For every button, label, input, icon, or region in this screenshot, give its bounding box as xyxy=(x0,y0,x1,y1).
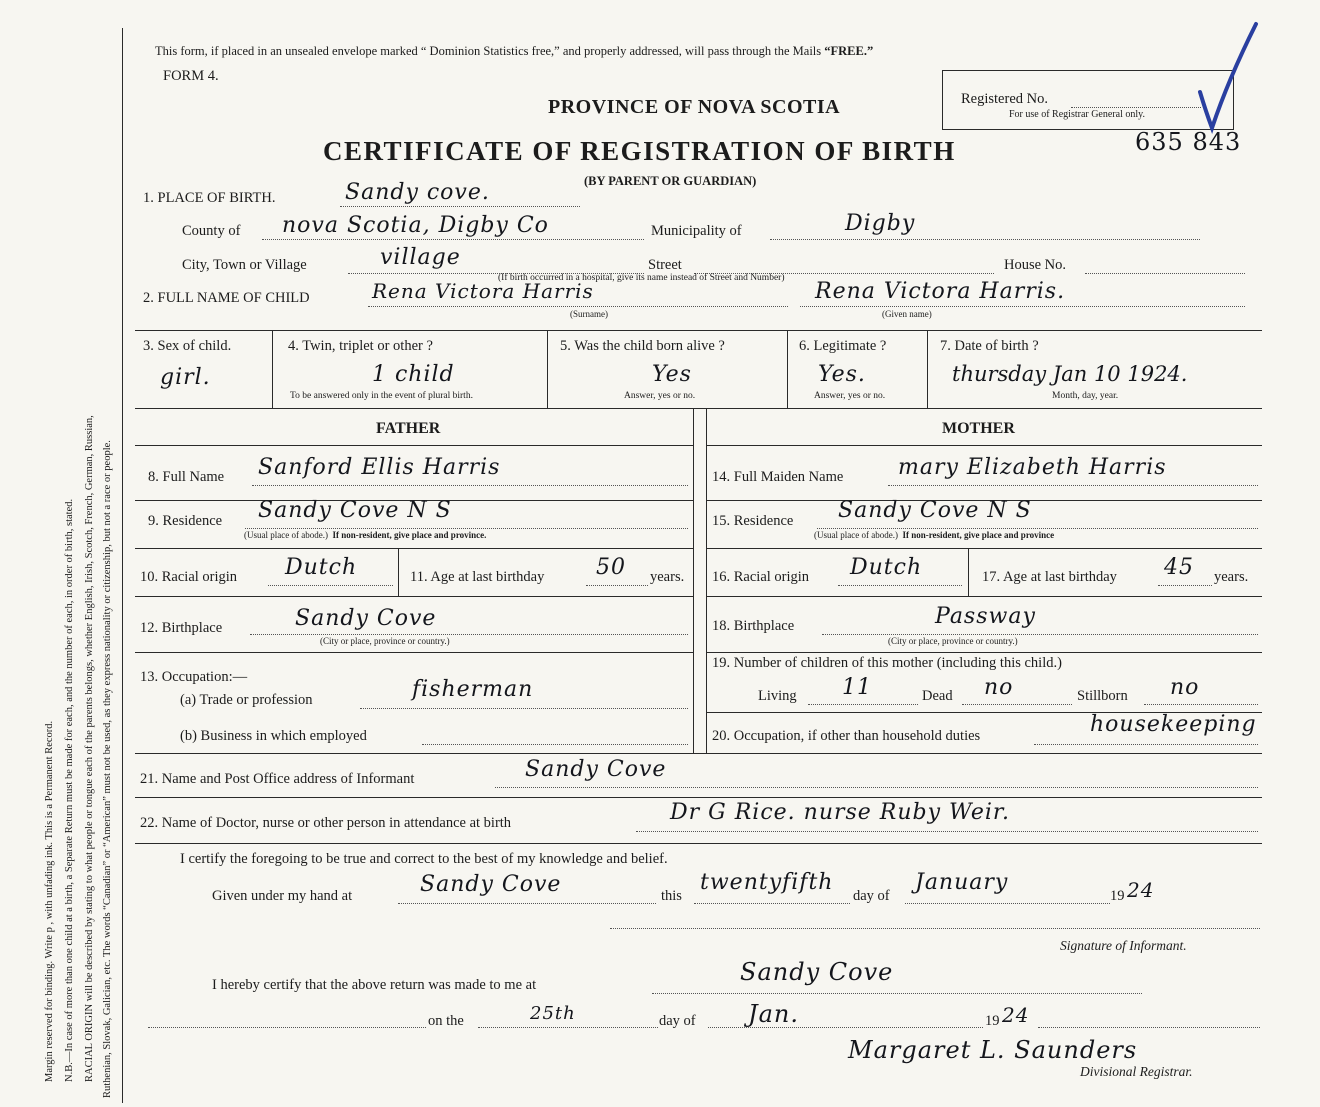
divisional-registrar-label: Divisional Registrar. xyxy=(1080,1064,1193,1079)
day-of-label: day of xyxy=(853,888,890,904)
stillborn-label: Stillborn xyxy=(1077,688,1128,704)
born-alive-note: Answer, yes or no. xyxy=(624,391,696,401)
registered-number: 635 843 xyxy=(1135,128,1242,156)
occupation-label: 13. Occupation:— xyxy=(140,669,248,685)
signature-informant-label: Signature of Informant. xyxy=(1060,938,1187,953)
return-year-value: 24 xyxy=(1002,1003,1030,1027)
checkmark-icon xyxy=(1192,20,1262,135)
mother-maiden-label: 14. Full Maiden Name xyxy=(712,469,844,485)
form-number: FORM 4. xyxy=(163,68,219,84)
father-residence-label: 9. Residence xyxy=(148,513,223,529)
father-age-value: 50 xyxy=(596,555,626,580)
given-name-value: Rena Victora Harris. xyxy=(815,279,1066,304)
father-racial-value: Dutch xyxy=(285,555,358,580)
given-hand-label: Given under my hand at xyxy=(212,888,353,904)
mother-racial-value: Dutch xyxy=(850,555,923,580)
father-residence-value: Sandy Cove N S xyxy=(258,498,452,523)
stillborn-value: no xyxy=(1170,675,1200,700)
living-value: 11 xyxy=(842,675,872,700)
registrar-use-note: For use of Registrar General only. xyxy=(1009,109,1145,120)
father-years-label: years. xyxy=(650,569,685,585)
certificate-title: CERTIFICATE OF REGISTRATION OF BIRTH xyxy=(323,136,956,166)
surname-caption: (Surname) xyxy=(570,309,608,319)
day-of-label-2: day of xyxy=(659,1013,696,1029)
margin-text-4: Ruthenian, Slovak, Galician, etc. The words “Canadian” or “American” must not be used, as they express nationality or citizenship, but not a race or people. xyxy=(102,440,113,1098)
legitimate-note: Answer, yes or no. xyxy=(814,391,886,401)
given-day-value: twentyfifth xyxy=(700,870,834,895)
margin-text-1: Margin reserved for binding. Write p , with unfading ink. This is a Permanent Record. xyxy=(44,720,55,1082)
mother-age-label: 17. Age at last birthday xyxy=(982,569,1117,585)
on-the-label: on the xyxy=(428,1013,464,1029)
margin-rule xyxy=(122,28,123,1103)
date-of-birth-label: 7. Date of birth ? xyxy=(940,338,1039,354)
trade-label: (a) Trade or profession xyxy=(180,692,313,708)
county-label: County of xyxy=(182,223,241,239)
city-value: village xyxy=(380,245,461,270)
mother-maiden-value: mary Elizabeth Harris xyxy=(898,455,1167,480)
date-of-birth-value: thursday Jan 10 1924. xyxy=(952,362,1188,386)
mother-usual-place-note: (Usual place of abode.) If non-resident, give place and province xyxy=(814,530,1055,540)
mother-occupation-value: housekeeping xyxy=(1090,712,1257,737)
born-alive-label: 5. Was the child born alive ? xyxy=(560,338,725,354)
mother-city-note: (City or place, province or country.) xyxy=(888,636,1018,646)
surname-value: Rena Victora Harris xyxy=(372,279,594,303)
doctor-value: Dr G Rice. nurse Ruby Weir. xyxy=(670,800,1011,825)
father-usual-place-note: (Usual place of abode.) If non-resident, give place and province. xyxy=(244,530,487,540)
street-label: Street xyxy=(648,257,682,273)
margin-text-3: RACIAL ORIGIN will be described by stating to what people or tongue each of the parents belongs, whether English, Irish, Scotch, French, German, Russian, xyxy=(84,415,95,1082)
registered-label: Registered No. xyxy=(961,91,1048,107)
this-label: this xyxy=(661,888,682,904)
given-month-value: January xyxy=(915,870,1009,895)
mother-age-value: 45 xyxy=(1164,555,1194,580)
certify-text: I certify the foregoing to be true and correct to the best of my knowledge and belief. xyxy=(180,851,668,867)
return-month-value: Jan. xyxy=(748,1000,800,1028)
full-name-label: 2. FULL NAME OF CHILD xyxy=(143,290,310,306)
legitimate-value: Yes. xyxy=(818,362,866,387)
hereby-label: I hereby certify that the above return was made to me at xyxy=(212,977,537,993)
city-label: City, Town or Village xyxy=(182,257,307,273)
given-name-caption: (Given name) xyxy=(882,309,932,319)
twin-label: 4. Twin, triplet or other ? xyxy=(288,338,433,354)
business-label: (b) Business in which employed xyxy=(180,728,367,744)
house-no-label: House No. xyxy=(1004,257,1067,273)
dead-value: no xyxy=(984,675,1014,700)
sex-value: girl. xyxy=(160,365,211,390)
given-at-value: Sandy Cove xyxy=(420,872,562,897)
certificate-subtitle: (BY PARENT OR GUARDIAN) xyxy=(584,174,757,188)
mother-birthplace-value: Passway xyxy=(935,604,1036,629)
dead-label: Dead xyxy=(922,688,953,704)
twin-value: 1 child xyxy=(372,362,455,387)
mother-occupation-label: 20. Occupation, if other than household duties xyxy=(712,728,981,744)
return-day-value: 25th xyxy=(530,1003,576,1024)
mother-racial-label: 16. Racial origin xyxy=(712,569,810,585)
doctor-label: 22. Name of Doctor, nurse or other person in attendance at birth xyxy=(140,815,512,831)
father-full-name-value: Sanford Ellis Harris xyxy=(258,455,501,480)
given-year-value: 24 xyxy=(1127,878,1155,902)
registrar-signature: Margaret L. Saunders xyxy=(848,1036,1138,1064)
margin-text-2: N.B.—In case of more than one child at a birth, a Separate Return must be made for each, and the number of each, in order of birth, stated. xyxy=(64,498,75,1082)
province-title: PROVINCE OF NOVA SCOTIA xyxy=(548,96,841,118)
place-of-birth-value: Sandy cove. xyxy=(345,180,490,205)
hospital-note: (If birth occurred in a hospital, give its name instead of Street and Number) xyxy=(498,273,785,283)
date-of-birth-note: Month, day, year. xyxy=(1052,391,1119,401)
mother-years-label: years. xyxy=(1214,569,1249,585)
return-at-value: Sandy Cove xyxy=(740,958,894,986)
mother-residence-value: Sandy Cove N S xyxy=(838,498,1032,523)
informant-value: Sandy Cove xyxy=(525,757,667,782)
mother-residence-label: 15. Residence xyxy=(712,513,794,529)
father-birthplace-label: 12. Birthplace xyxy=(140,620,223,636)
given-year-prefix: 19 xyxy=(1110,888,1125,904)
informant-label: 21. Name and Post Office address of Informant xyxy=(140,771,415,787)
father-birthplace-value: Sandy Cove xyxy=(295,606,437,631)
father-full-name-label: 8. Full Name xyxy=(148,469,225,485)
father-age-label: 11. Age at last birthday xyxy=(410,569,545,585)
born-alive-value: Yes xyxy=(652,362,692,387)
father-city-note: (City or place, province or country.) xyxy=(320,636,450,646)
county-value: nova Scotia, Digby Co xyxy=(282,213,549,238)
sex-label: 3. Sex of child. xyxy=(143,338,232,354)
return-year-prefix: 19 xyxy=(985,1013,1000,1029)
mail-notice: This form, if placed in an unsealed envelope marked “ Dominion Statistics free,” and properly addressed, will pass through the Mails “FREE.” xyxy=(155,44,874,58)
mother-header: MOTHER xyxy=(942,420,1015,437)
trade-value: fisherman xyxy=(412,677,534,702)
municipality-label: Municipality of xyxy=(651,223,742,239)
father-header: FATHER xyxy=(376,420,441,437)
municipality-value: Digby xyxy=(845,211,916,236)
living-label: Living xyxy=(758,688,797,704)
twin-note: To be answered only in the event of plural birth. xyxy=(290,391,473,401)
children-label: 19. Number of children of this mother (including this child.) xyxy=(712,655,1062,671)
place-of-birth-label: 1. PLACE OF BIRTH. xyxy=(143,190,276,206)
father-racial-label: 10. Racial origin xyxy=(140,569,238,585)
registered-box xyxy=(942,70,1234,130)
legitimate-label: 6. Legitimate ? xyxy=(799,338,887,354)
mother-birthplace-label: 18. Birthplace xyxy=(712,618,795,634)
